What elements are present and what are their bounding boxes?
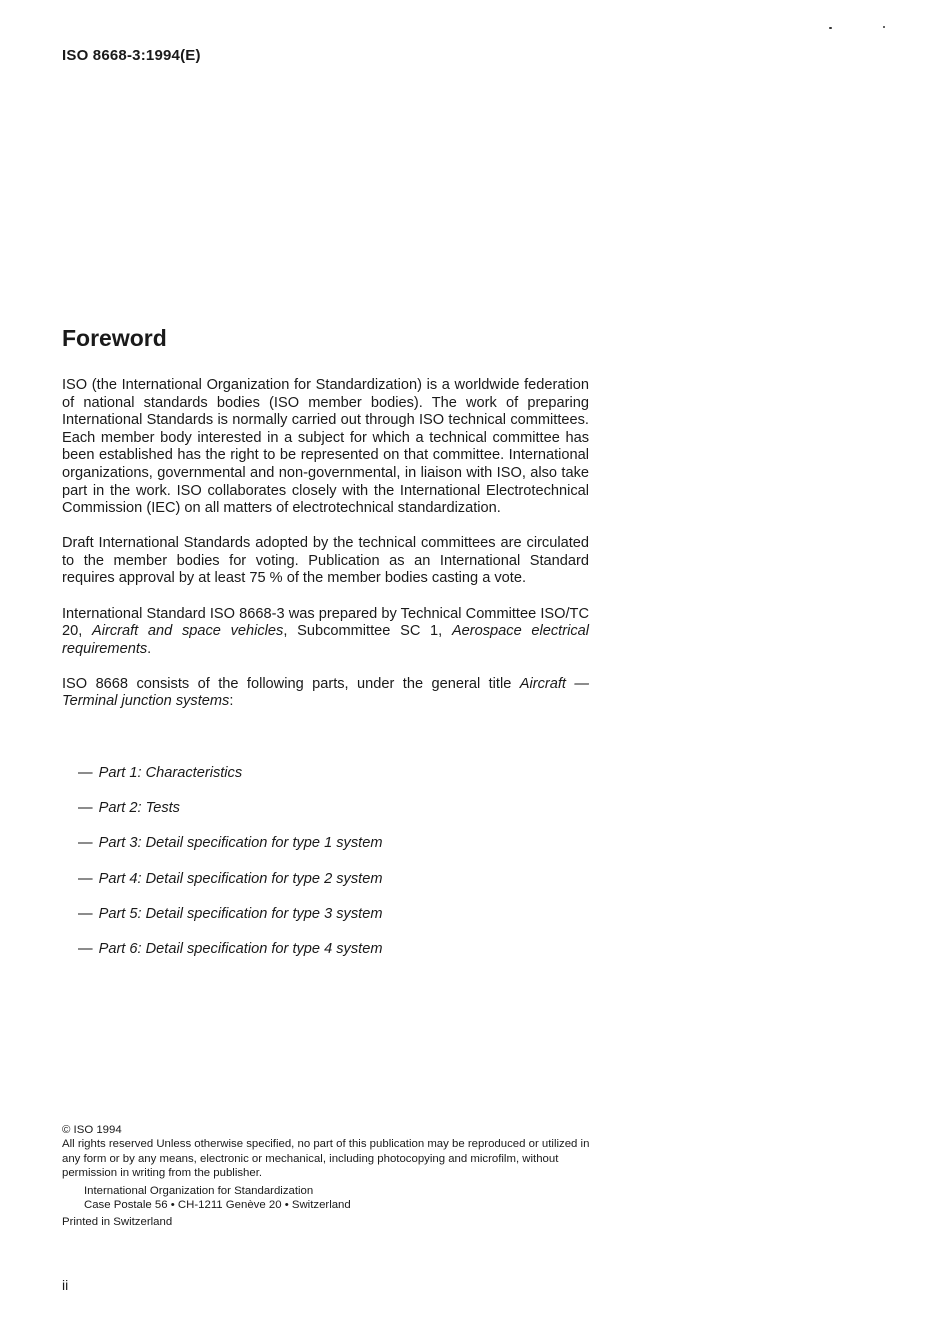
paragraph-iso-intro: ISO (the International Organization for Standardization) is a worldwide federation of national standards bodies (ISO member bodies). The work of preparing International Standards is normally carried out through ISO technical committees. Each member body interested in a subject for which a technical committee has been established has the right to be represented on that committee. International organizations, governmental and non-governmental, in liaison with ISO, also take part in the work. ISO collaborates closely with the International Electrotechnical Commission (IEC) on all matters of electrotechnical standardization. [62, 377, 589, 517]
page-number: ii [62, 1277, 69, 1293]
paragraph-committee: International Standard ISO 8668-3 was prepared by Technical Committee ISO/TC 20, Aircraft and space vehicles, Subcommittee SC 1, Aerospace electrical requirements. [62, 605, 589, 657]
copyright-line: © ISO 1994 [62, 1124, 122, 1136]
scan-speck [829, 27, 832, 29]
section-title: Foreword [62, 325, 167, 351]
list-item: — Part 6: Detail specification for type 4 system [78, 940, 383, 957]
document-code: ISO 8668-3:1994(E) [62, 47, 201, 64]
printed-in: Printed in Switzerland [62, 1216, 173, 1229]
list-item: — Part 5: Detail specification for type 3 system [78, 905, 383, 922]
list-item: — Part 1: Characteristics [78, 765, 243, 781]
copyright-block [62, 1123, 590, 1230]
paragraph-draft-standards: Draft International Standards adopted by the technical committees are circulated to the member bodies for voting. Publication as an International Standard requires approval by at least 75 % of the member bodies casting a vote. [62, 535, 589, 587]
list-item: — Part 3: Detail specification for type 1 system [78, 835, 383, 852]
publisher-address: Case Postale 56 • CH-1211 Genève 20 • Switzerland [84, 1199, 351, 1212]
list-item: — Part 2: Tests [78, 800, 180, 817]
paragraph-parts-intro: ISO 8668 consists of the following parts, under the general title Aircraft — Terminal junction systems: [62, 675, 589, 710]
rights-notice: All rights reserved Unless otherwise specified, no part of this publication may be reproduced or utilized in any form or by any means, electronic or mechanical, including photocopying and microfilm, without permission in writing from the publisher. [62, 1138, 590, 1180]
parts-list [78, 764, 382, 975]
publisher-org: International Organization for Standardization [84, 1184, 314, 1197]
foreword-body [62, 377, 589, 729]
list-item: — Part 4: Detail specification for type 2 system [78, 870, 383, 887]
scan-speck [883, 26, 885, 28]
